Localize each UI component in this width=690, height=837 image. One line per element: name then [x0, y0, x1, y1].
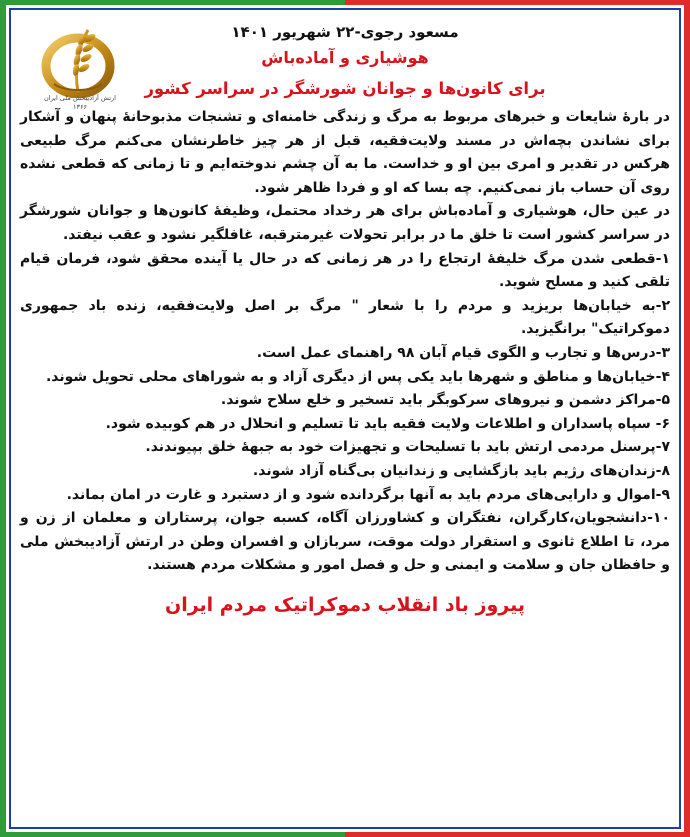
statement-title: هوشیاری و آماده‌باش — [261, 48, 429, 67]
logo-caption-org: ارتش آزادیبخش ملی ایران — [44, 94, 116, 102]
directive-item-2: ۲-به خیابان‌ها بریزید و مردم را با شعار " مرگ بر اصل ولایت‌فقیه، زنده باد جمهوری دموکراتیک" برانگیزید. — [20, 297, 670, 338]
directive-item-4: ۴-خیابان‌ها و مناطق و شهرها باید یکی پس از دیگری آزاد و به شوراهای محلی تحویل شوند. — [45, 368, 670, 385]
directive-item-1: ۱-قطعی شدن مرگ خلیفهٔ ارتجاع را در هر زمانی که در حال یا آینده محقق شود، فرمان قیام تلقی کنید و مسلح شوید. — [20, 250, 670, 291]
directive-item-8: ۸-زندان‌های رژیم باید بازگشایی و زندانیان بی‌گناه آزاد شوند. — [252, 462, 670, 479]
statement-document — [20, 22, 670, 823]
author-date-line: مسعود رجوی-۲۲ شهریور ۱۴۰۱ — [231, 23, 459, 41]
directive-item-10: ۱۰-دانشجویان،کارگران، نفتگران و کشاورزان آگاه، کسبه جوان، پرستاران و معلمان از زن و مرد، تا اطلاع ثانوی و استقرار دولت موقت، سربازان و افسران وطن در ارتش آزادیبخش ملی و حافظان جان و سلامت و ایمنی و حل و فصل امور و مشکلات مردم هستند. — [20, 510, 670, 574]
intro-paragraph: در بارهٔ شایعات و خبرهای مربوط به مرگ و زندگی خامنه‌ای و تشنجات مذبوحانهٔ پنهان و آشکار برای نشاندن بچه‌اش در مسند ولایت‌فقیه، قبل از هر چیز خاطرنشان می‌کنم مرگ طبیعی هرکس در تقدیر و امری بین او و خداست. ما به آن چشم ندوخته‌ایم و تا زمانی که قطعی نشده روی آن حساب باز نمی‌کنیم. چه بسا که او و فردا ظاهر شود. — [20, 109, 670, 196]
directive-item-9: ۹-اموال و دارایی‌های مردم باید به آنها برگردانده شود و از دستبرد و غارت در امان بماند. — [66, 486, 670, 503]
second-paragraph: در عین حال، هوشیاری و آماده‌باش برای هر رخداد محتمل، وظیفهٔ کانون‌ها و جوانان شورشگر در سراسر کشور است تا خلق ما در برابر تحولات غیرمترقبه، غافلگیر نشود و عقب نیفتد. — [20, 203, 670, 243]
closing-slogan: پیروز باد انقلاب دموکراتیک مردم ایران — [165, 593, 525, 616]
directive-item-3: ۳-درس‌ها و تجارب و الگوی قیام آبان ۹۸ راهنمای عمل است. — [256, 344, 670, 361]
logo-caption-year: ۱۳۶۶ — [73, 103, 87, 111]
statement-subtitle: برای کانون‌ها و جوانان شورشگر در سراسر کشور — [144, 79, 546, 98]
directive-item-5: ۵-مراکز دشمن و نیروهای سرکوبگر باید تسخیر و خلع سلاح شوند. — [220, 392, 670, 409]
directive-item-7: ۷-پرسنل مردمی ارتش باید با تسلیحات و تجهیزات خود به جبههٔ خلق بپیوندند. — [145, 439, 670, 456]
directive-item-6: ۶- سپاه پاسداران و اطلاعات ولایت فقیه باید تا تسلیم و انحلال در هم کوبیده شود. — [105, 415, 670, 432]
